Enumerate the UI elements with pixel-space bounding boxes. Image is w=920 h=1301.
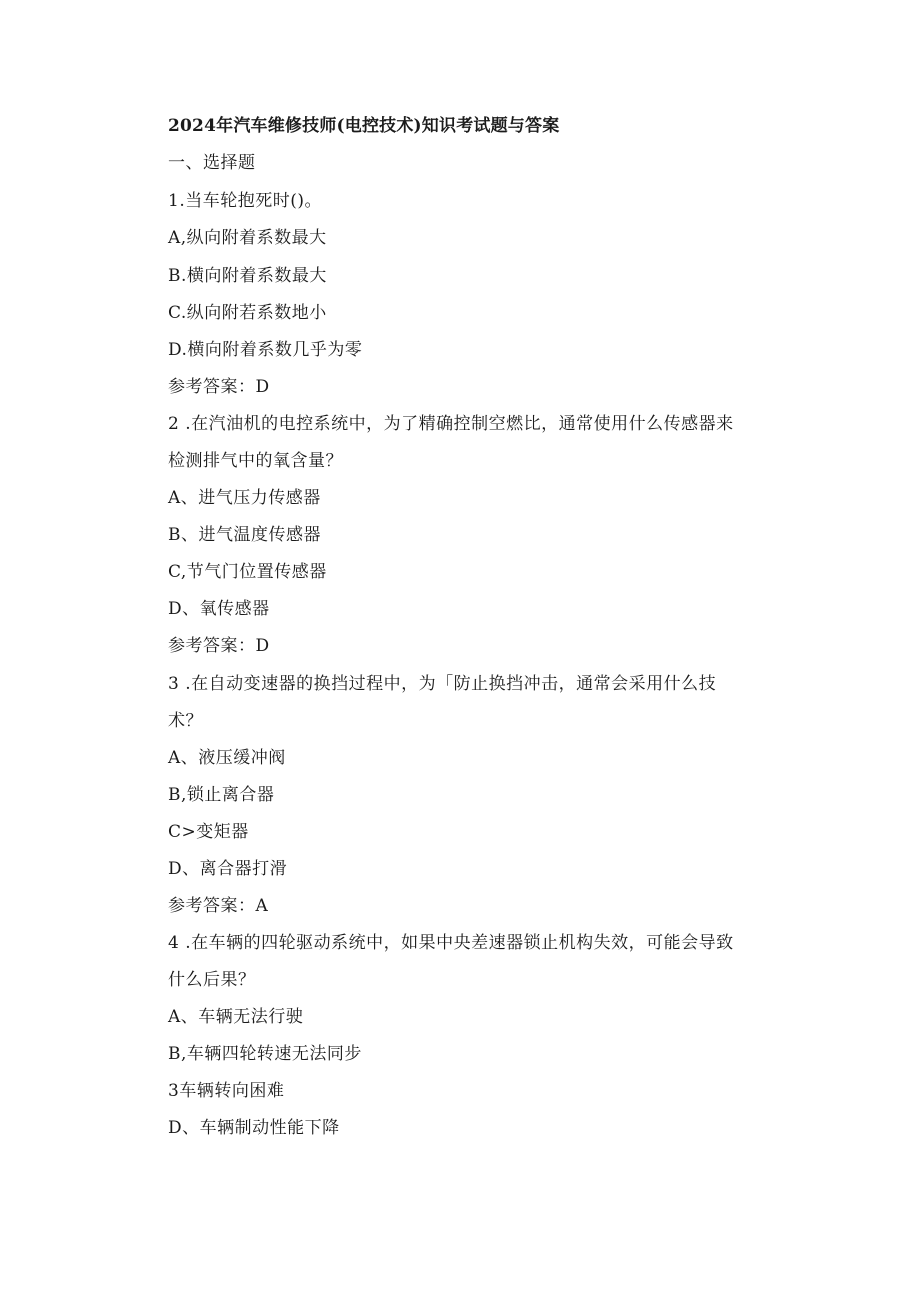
question-4: 4 .在车辆的四轮驱动系统中，如果中央差速器锁止机构失效，可能会导致 xyxy=(168,933,734,953)
q2-option-c: C,节气门位置传感器 xyxy=(168,562,327,582)
question-3-continued: 术？ xyxy=(168,711,203,731)
q4-option-c: 3车辆转向困难 xyxy=(168,1081,285,1101)
q4-option-b: B,车辆四轮转速无法同步 xyxy=(168,1044,362,1064)
q3-option-d: D、离合器打滑 xyxy=(168,859,288,879)
q3-option-b: B,锁止离合器 xyxy=(168,785,275,805)
q1-option-c: C.纵向附若系数地小 xyxy=(168,303,327,323)
question-2: 2 .在汽油机的电控系统中，为了精确控制空燃比，通常使用什么传感器来 xyxy=(168,414,734,434)
question-3: 3 .在自动变速器的换挡过程中，为「防止换挡冲击，通常会采用什么技 xyxy=(168,674,717,694)
q3-option-c: C>变矩器 xyxy=(168,822,249,842)
question-2-continued: 检测排气中的氧含量？ xyxy=(168,451,343,471)
q3-answer: 参考答案：A xyxy=(168,896,269,916)
q4-option-a: A、车辆无法行驶 xyxy=(168,1007,304,1027)
q1-option-a: A,纵向附着系数最大 xyxy=(168,228,327,248)
question-1: 1.当车轮抱死时()。 xyxy=(168,191,322,211)
q3-option-a: A、液压缓冲阀 xyxy=(168,748,286,768)
question-4-continued: 什么后果？ xyxy=(168,970,256,990)
q1-answer: 参考答案：D xyxy=(168,377,270,397)
document-title: 2024年汽车维修技师(电控技术)知识考试题与答案 xyxy=(168,116,560,136)
q2-answer: 参考答案：D xyxy=(168,636,270,656)
q1-option-b: B.横向附着系数最大 xyxy=(168,266,327,286)
q4-option-d: D、车辆制动性能下降 xyxy=(168,1118,340,1138)
q2-option-d: D、氧传感器 xyxy=(168,599,270,619)
q2-option-a: A、进气压力传感器 xyxy=(168,488,321,508)
q1-option-d: D.横向附着系数几乎为零 xyxy=(168,340,363,360)
q2-option-b: B、进气温度传感器 xyxy=(168,525,321,545)
section-heading: 一、选择题 xyxy=(168,153,256,173)
